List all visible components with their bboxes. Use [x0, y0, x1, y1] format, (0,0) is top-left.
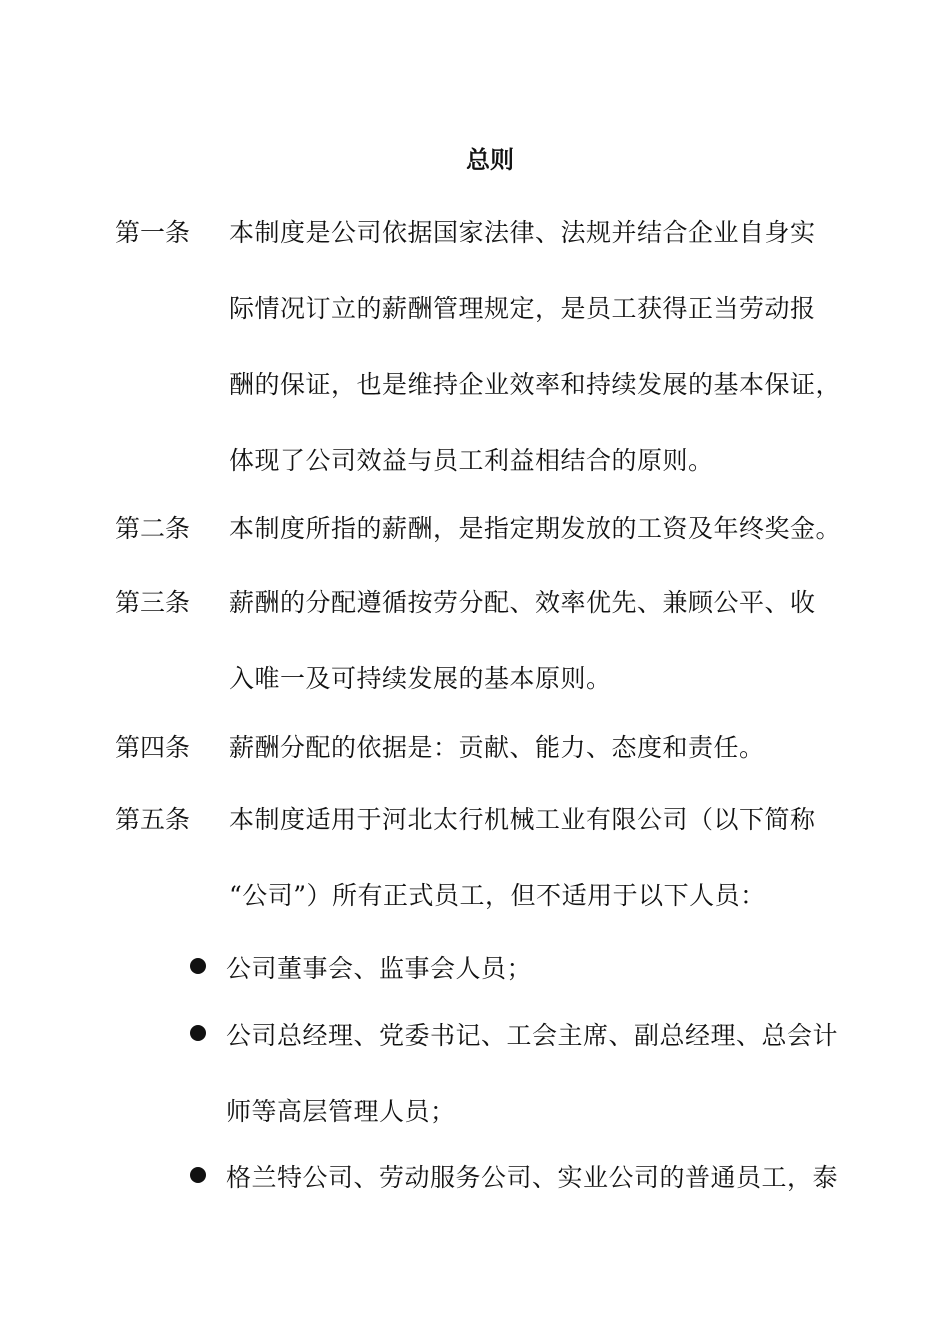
- bullet-line: 公司总经理、党委书记、工会主席、副总经理、总会计: [226, 1021, 839, 1050]
- article-label: 第四条: [115, 733, 191, 762]
- article-line: 本制度是公司依据国家法律、法规并结合企业自身实: [229, 218, 816, 247]
- article-label: 第二条: [115, 514, 191, 543]
- article-line: 体现了公司效益与员工利益相结合的原则。: [229, 446, 714, 475]
- article-line: 入唯一及可持续发展的基本原则。: [229, 664, 612, 693]
- article-label: 第五条: [115, 805, 191, 834]
- article-text: [229, 491, 879, 567]
- bullet-dot-icon: [190, 1167, 206, 1183]
- article-line: 薪酬的分配遵循按劳分配、效率优先、兼顾公平、收: [229, 588, 816, 617]
- bullet-line: 公司董事会、监事会人员；: [226, 954, 533, 983]
- bullet-line: 师等高层管理人员；: [226, 1097, 456, 1126]
- bullet-text: [226, 1140, 866, 1216]
- article-text: [229, 782, 879, 934]
- article-label: 第一条: [115, 218, 191, 247]
- article-line: “公司”）所有正式员工，但不适用于以下人员：: [229, 881, 766, 910]
- bullet-dot-icon: [190, 1025, 206, 1041]
- bullet-dot-icon: [190, 958, 206, 974]
- article-line: 酬的保证，也是维持企业效率和持续发展的基本保证，: [229, 370, 842, 399]
- article-text: [229, 195, 879, 499]
- bullet-line: 格兰特公司、劳动服务公司、实业公司的普通员工，泰: [226, 1163, 839, 1192]
- article-text: [229, 565, 879, 717]
- article-line: 薪酬分配的依据是：贡献、能力、态度和责任。: [229, 733, 765, 762]
- bullet-text: [226, 931, 866, 1007]
- article-line: 本制度所指的薪酬，是指定期发放的工资及年终奖金。: [229, 514, 842, 543]
- bullet-text: [226, 998, 866, 1150]
- article-line: 际情况订立的薪酬管理规定，是员工获得正当劳动报: [229, 294, 816, 323]
- article-line: 本制度适用于河北太行机械工业有限公司（以下简称: [229, 805, 816, 834]
- page-title: 总则: [466, 146, 514, 174]
- article-text: [229, 710, 879, 786]
- article-label: 第三条: [115, 588, 191, 617]
